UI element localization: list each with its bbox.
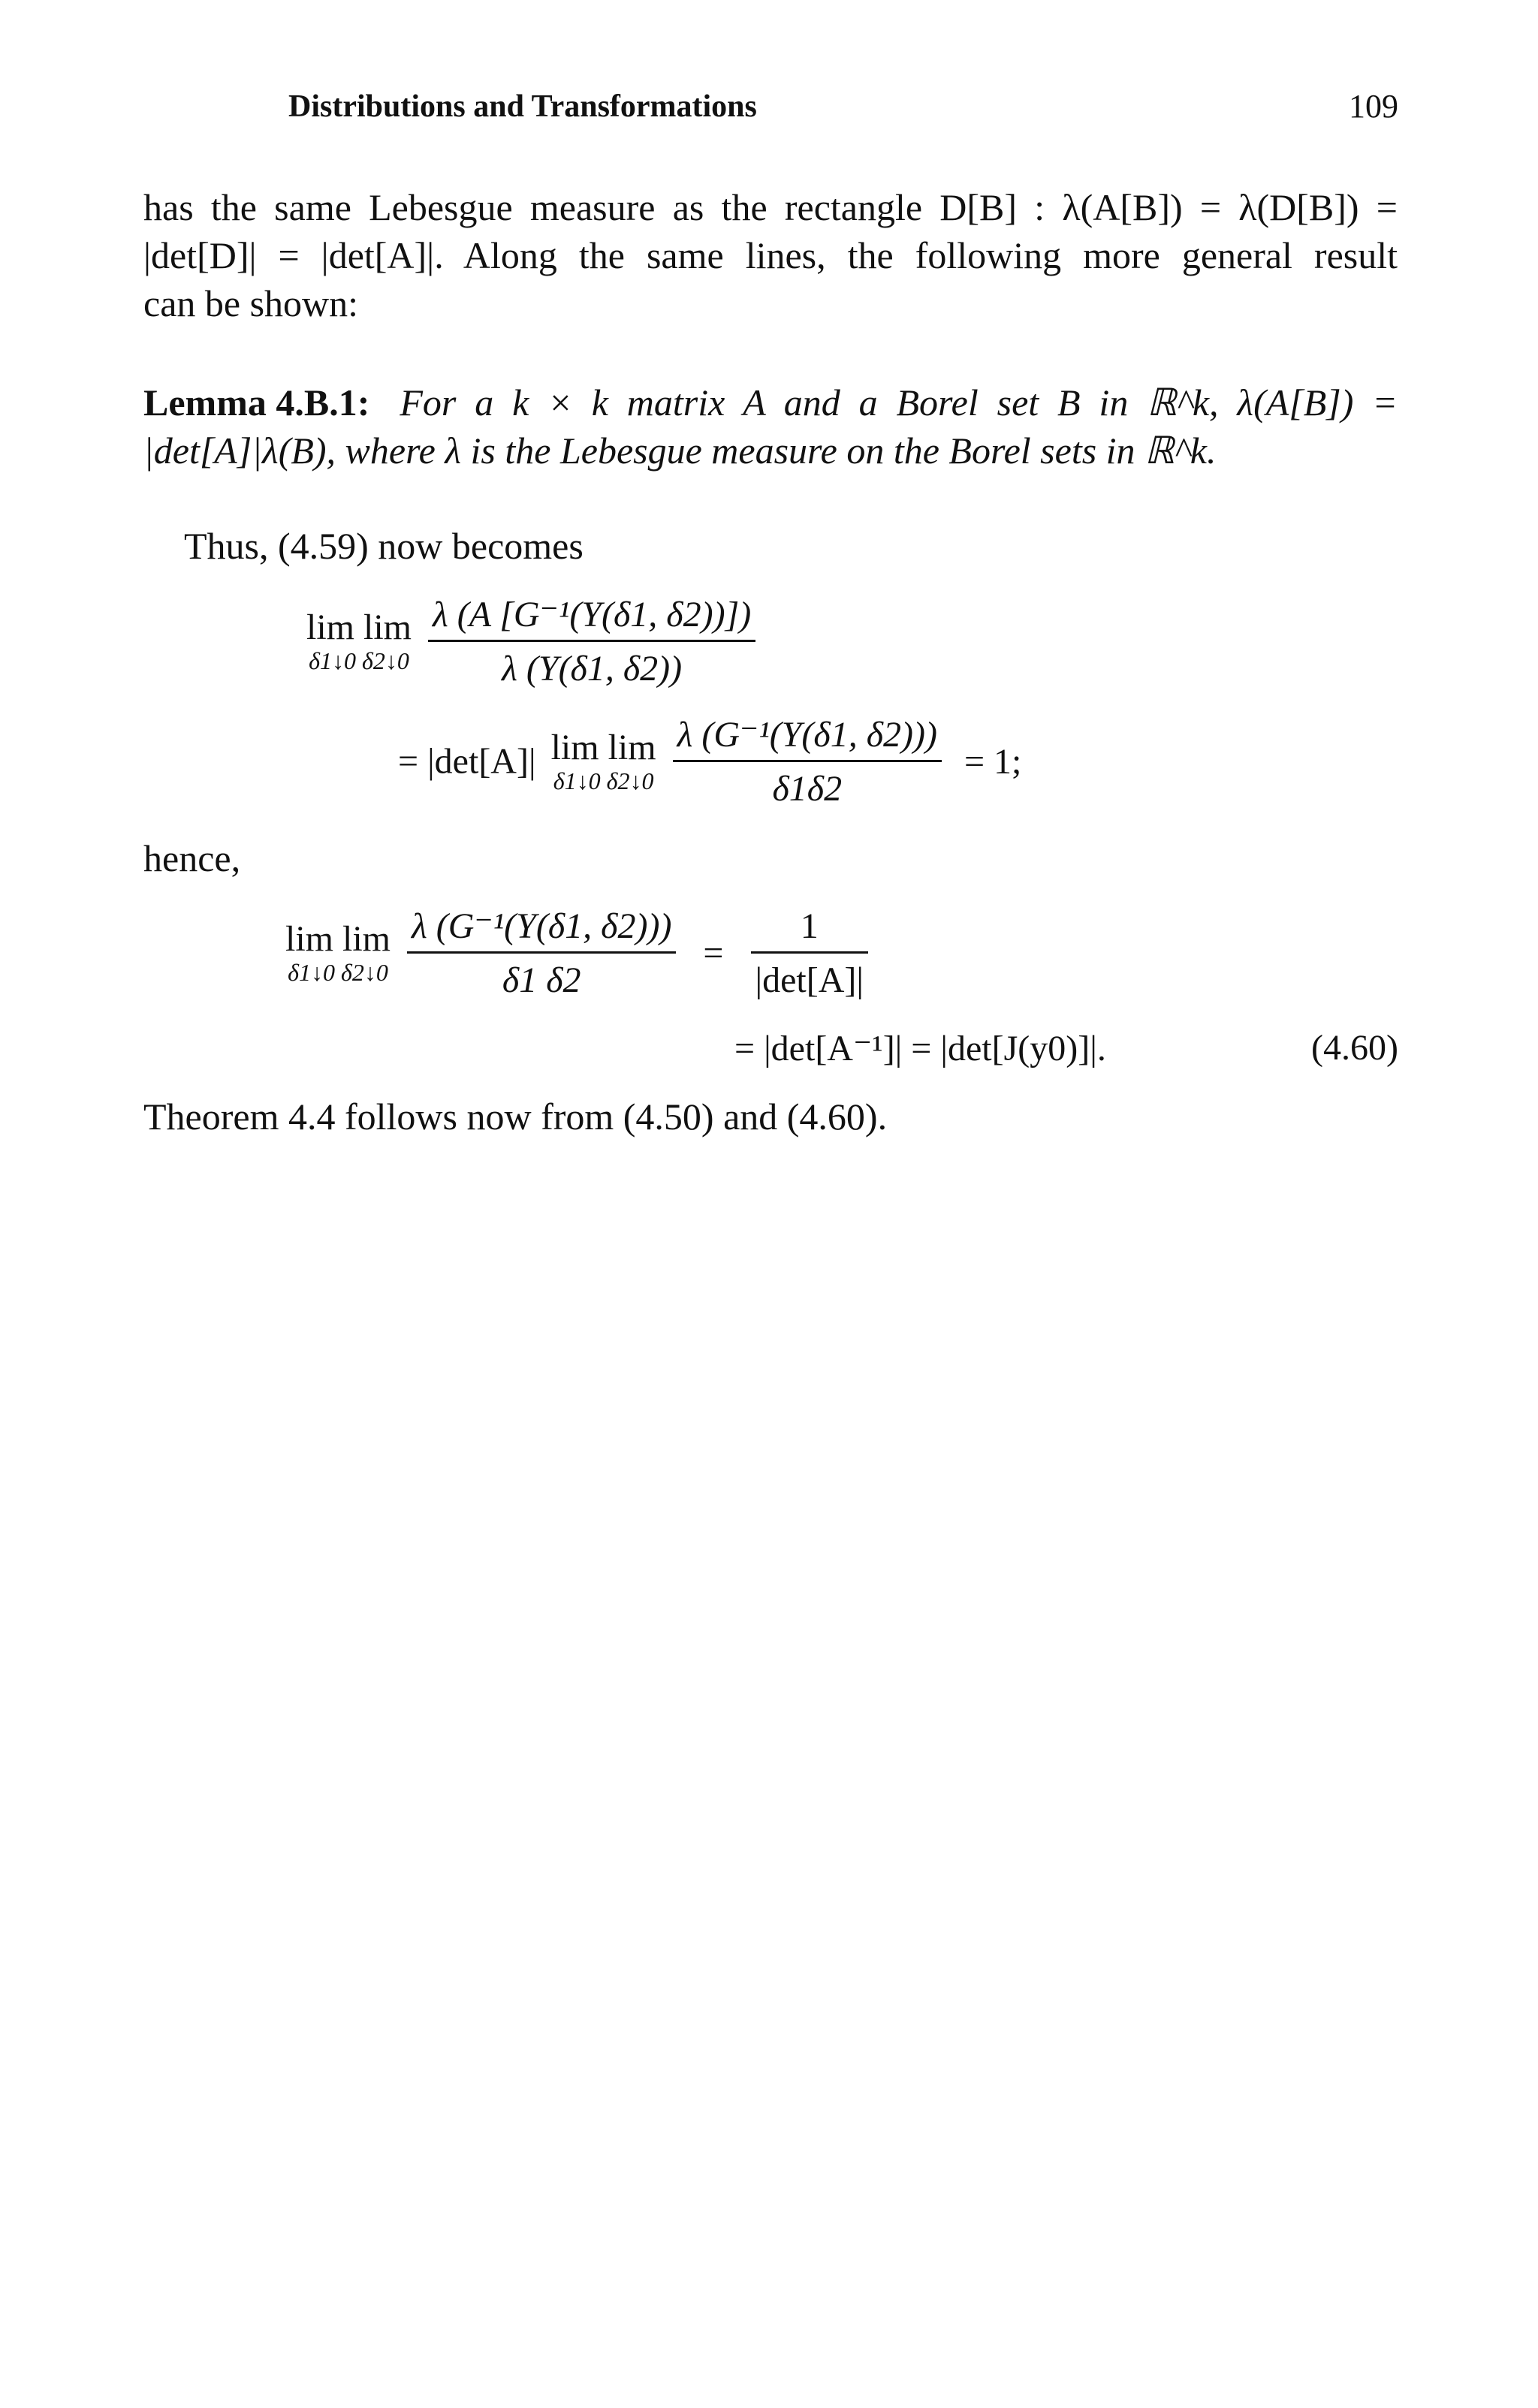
fraction	[407, 905, 676, 1001]
thus-line: Thus, (4.59) now becomes	[184, 525, 584, 567]
equals-sign: =	[703, 933, 724, 973]
double-limit-operator	[285, 921, 391, 984]
closing-sentence: Theorem 4.4 follows now from (4.50) and (4.60).	[143, 1096, 888, 1138]
limit-word: lim lim	[285, 919, 391, 959]
equation-2-line-2: = |det[A⁻¹]| = |det[J(y0)]|.	[734, 1029, 1106, 1068]
paragraph-1-line-1: has the same Lebesgue measure as the rectangle D[B] : λ(A[B]) = λ(D[B]) =	[143, 186, 1398, 228]
denominator: δ1 δ2	[407, 951, 676, 1001]
lemma-line-2: |det[A]|λ(B), where λ is the Lebesgue measure on the Borel sets in ℝ^k.	[143, 429, 1217, 472]
numerator: λ (A [G⁻¹(Y(δ1, δ2))])	[433, 595, 752, 634]
lemma-4-b-1	[143, 378, 1398, 475]
denominator: |det[A]|	[751, 951, 869, 1001]
paragraph-1	[143, 183, 1398, 327]
limit-subscript: δ1↓0 δ2↓0	[288, 959, 388, 986]
numerator: λ (G⁻¹(Y(δ1, δ2)))	[677, 715, 937, 755]
limit-word: lim lim	[306, 607, 412, 647]
limit-subscript: δ1↓0 δ2↓0	[553, 767, 654, 794]
numerator: 1	[800, 906, 819, 946]
double-limit-operator	[306, 607, 412, 674]
equation-1-line-2	[398, 713, 1021, 809]
lemma-line-1: For a k × k matrix A and a Borel set B in ℝ^k, λ(A[B]) =	[400, 381, 1398, 423]
fraction	[751, 906, 869, 1001]
fraction	[428, 593, 755, 689]
running-title: Distributions and Transformations	[288, 89, 757, 124]
fraction	[673, 713, 942, 809]
denominator: λ (Y(δ1, δ2))	[428, 640, 755, 689]
limit-subscript: δ1↓0 δ2↓0	[309, 647, 409, 674]
paragraph-1-line-2: |det[D]| = |det[A]|. Along the same lines, the following more general result	[143, 234, 1398, 276]
hence-word: hence,	[143, 837, 241, 879]
paragraph-1-line-3: can be shown:	[143, 282, 359, 324]
double-limit-operator	[551, 730, 656, 793]
page-number: 109	[1349, 88, 1398, 125]
equation-1-line-1	[306, 593, 755, 689]
equation-2-line-1	[285, 905, 868, 1001]
equation-prefix: = |det[A]|	[398, 741, 536, 782]
limit-word: lim lim	[550, 728, 656, 767]
equation-suffix: = 1;	[964, 741, 1022, 782]
equation-number: (4.60)	[1311, 1028, 1398, 1068]
numerator: λ (G⁻¹(Y(δ1, δ2)))	[412, 906, 672, 946]
denominator: δ1δ2	[673, 760, 942, 809]
lemma-label: Lemma 4.B.1:	[143, 381, 370, 423]
